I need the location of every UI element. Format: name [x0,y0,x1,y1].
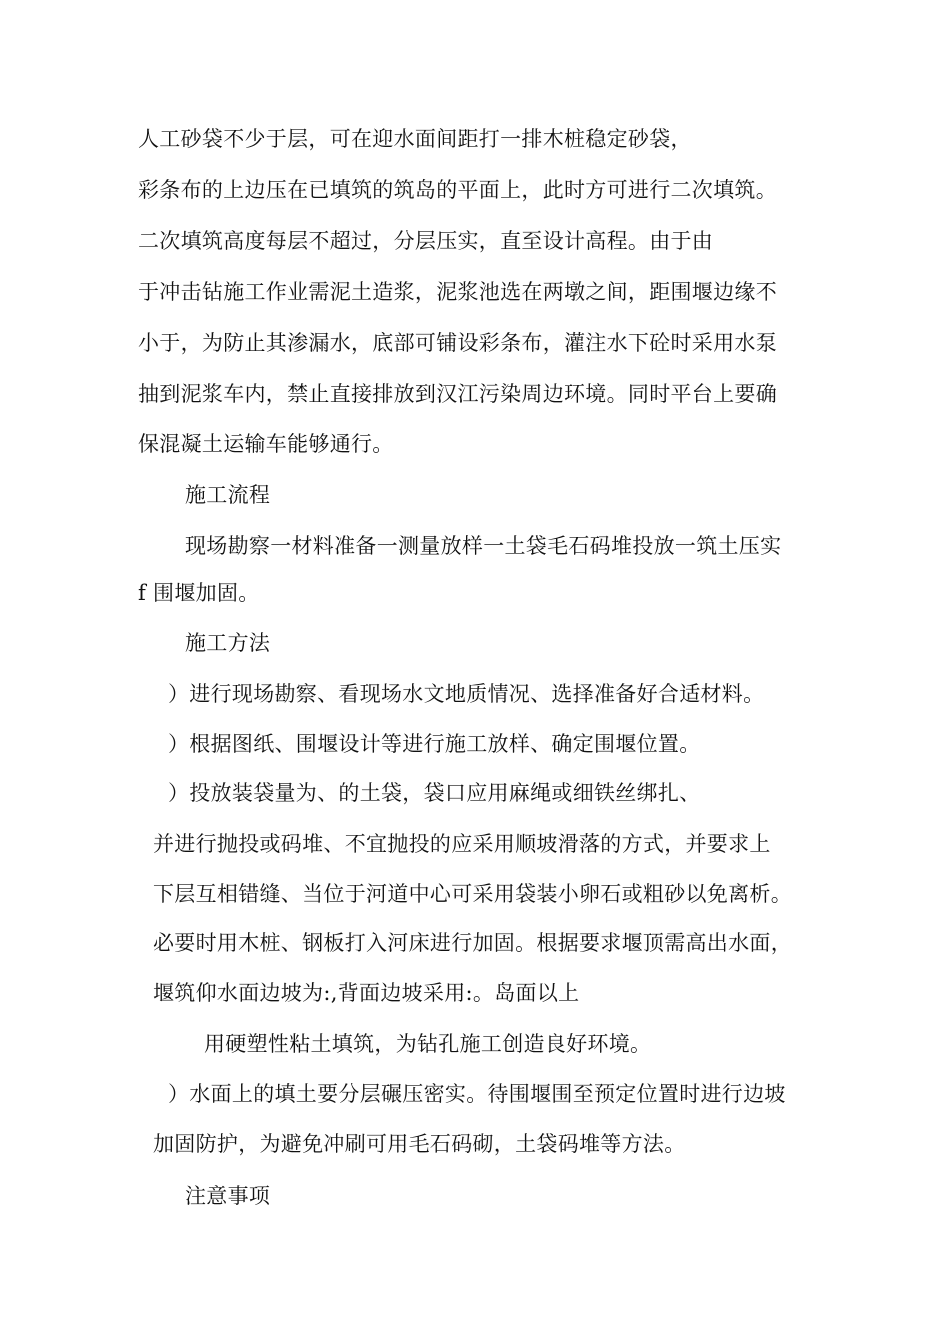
text-line: 堰筑仰水面边坡为:,背面边坡采用:。岛面以上 [153,981,580,1005]
text-line: 加固防护，为避免冲刷可用毛石码砌，土袋码堆等方法。 [153,1132,686,1156]
section-heading: 施工方法 [185,631,271,655]
list-item: ）进行现场勘察、看现场水文地质情况、选择准备好合适材料。 [168,682,765,706]
text-line: 用硬塑性粘土填筑，为钻孔施工创造良好环境。 [204,1032,652,1056]
text-line: 并进行抛投或码堆、不宜抛投的应采用顺坡滑落的方式，并要求上 [153,832,771,856]
section-heading: 施工流程 [185,483,271,507]
text-line: 下层互相错缝、当位于河道中心可采用袋装小卵石或粗砂以免离析。 [153,882,792,906]
text-line: 二次填筑高度每层不超过，分层压实，直至设计高程。由于由 [138,229,714,253]
text-line: 保混凝土运输车能够通行。 [138,432,394,456]
list-item: ）水面上的填土要分层碾压密实。待围堰围至预定位置时进行边坡 [168,1082,786,1106]
text-line: f 围堰加固。 [138,581,260,605]
text-line: 小于，为防止其渗漏水，底部可铺设彩条布，灌注水下砼时采用水泵 [138,331,777,355]
text-line: 必要时用木桩、钢板打入河床进行加固。根据要求堰顶需高出水面， [153,931,792,955]
list-item: ）根据图纸、围堰设计等进行施工放样、确定围堰位置。 [168,732,701,756]
text-line: 抽到泥浆车内，禁止直接排放到汉江污染周边环境。同时平台上要确 [138,382,777,406]
text-line: 人工砂袋不少于层，可在迎水面间距打一排木桩稳定砂袋， [138,127,692,151]
section-heading: 注意事项 [185,1184,271,1208]
text-line: 彩条布的上边压在已填筑的筑岛的平面上，此时方可进行二次填筑。 [138,178,777,202]
text-line: 于冲击钻施工作业需泥土造浆，泥浆池选在两墩之间，距围堰边缘不 [138,280,777,304]
text-line: 现场勘察一材料准备一测量放样一土袋毛石码堆投放一筑土压实 [185,534,782,558]
list-item: ）投放装袋量为、的土袋，袋口应用麻绳或细铁丝绑扎、 [168,781,701,805]
